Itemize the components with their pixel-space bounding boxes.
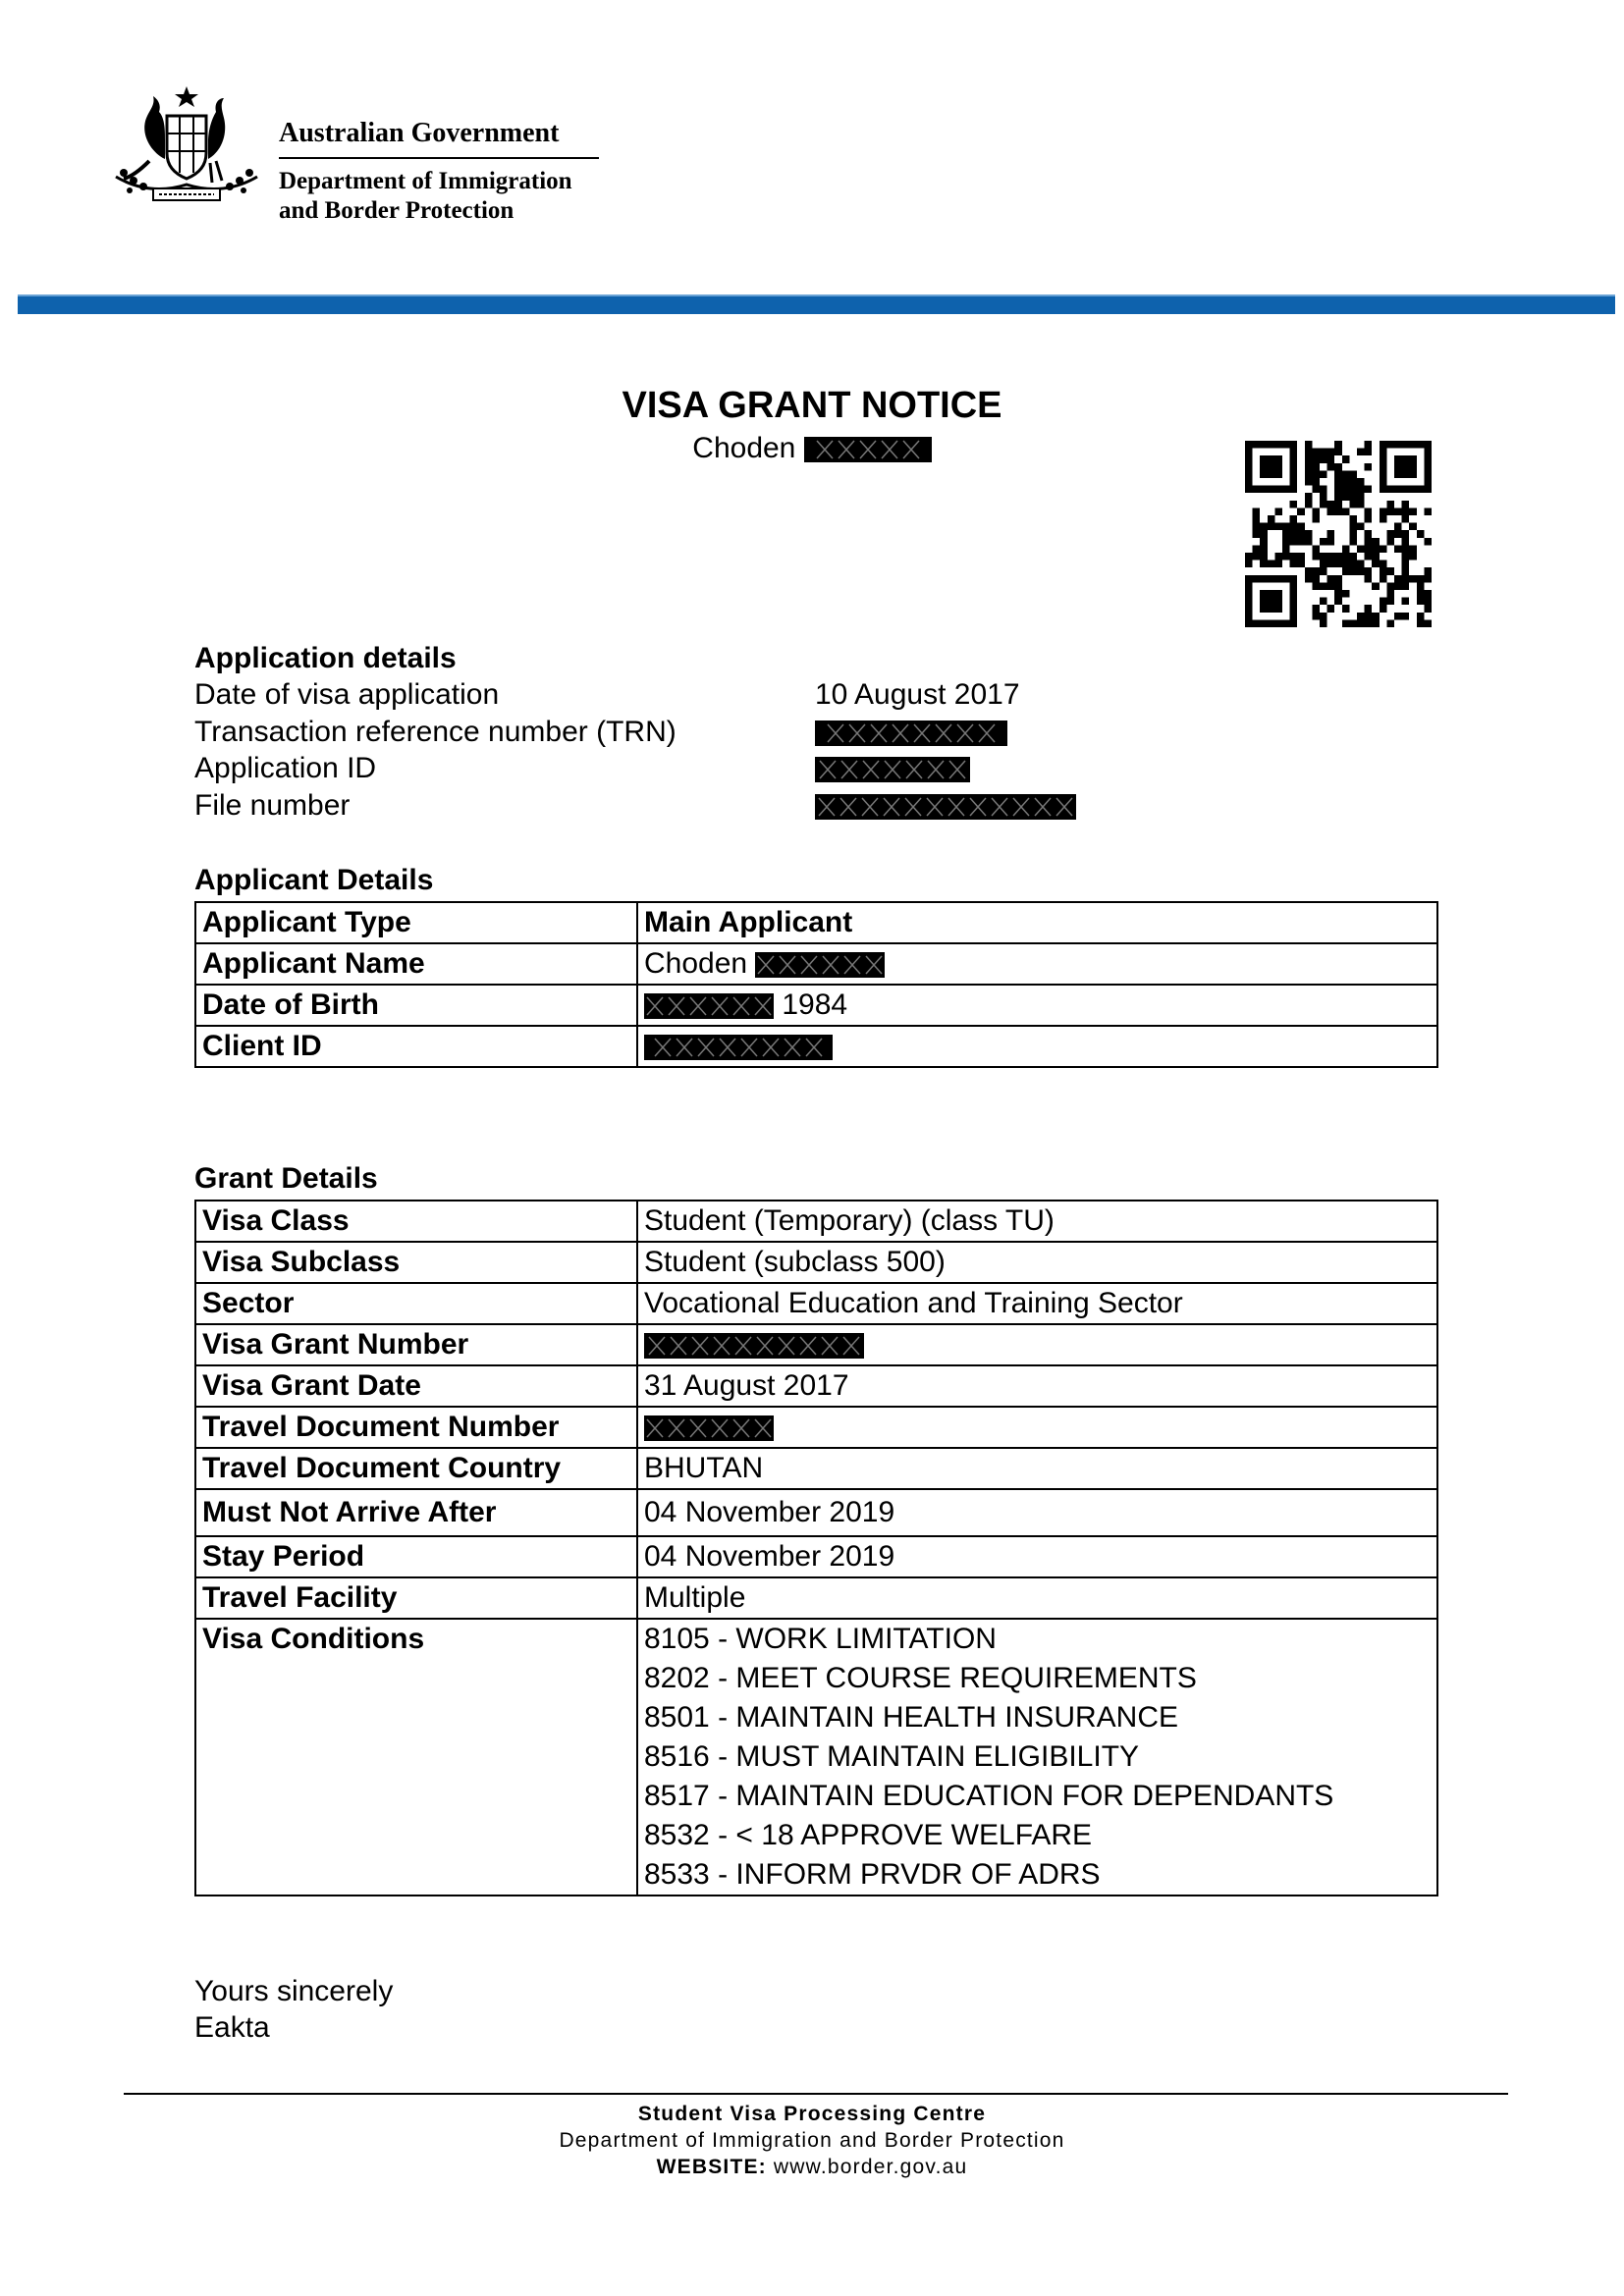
table-label: Must Not Arrive After — [195, 1489, 637, 1536]
footer-website-line — [0, 2154, 1624, 2180]
table-label: Visa Subclass — [195, 1242, 637, 1283]
table-value: 04 November 2019 — [637, 1489, 1437, 1536]
detail-value — [815, 751, 970, 786]
detail-value — [815, 715, 1007, 750]
detail-row — [194, 788, 1176, 826]
visa-condition: 8532 - < 18 APPROVE WELFARE — [644, 1819, 1093, 1851]
detail-row — [194, 677, 1176, 715]
application-details-heading: Application details — [194, 642, 457, 674]
table-label: Client ID — [195, 1026, 637, 1067]
table-value — [637, 1324, 1437, 1365]
redaction-block — [644, 1333, 864, 1359]
footer-department: Department of Immigration and Border Protection — [559, 2129, 1065, 2152]
closing-signatory: Eakta — [194, 2011, 270, 2044]
table-value — [637, 1407, 1437, 1448]
agency-line-1: Australian Government — [279, 118, 560, 148]
table-value: Student (Temporary) (class TU) — [637, 1201, 1437, 1242]
detail-row — [194, 715, 1176, 752]
table-value: Student (subclass 500) — [637, 1242, 1437, 1283]
closing-salutation: Yours sincerely — [194, 1975, 394, 2007]
header-bar — [18, 294, 1615, 314]
table-label: Applicant Type — [195, 902, 637, 943]
table-label: Date of Birth — [195, 985, 637, 1026]
table-row — [195, 1407, 1437, 1448]
footer-centre: Student Visa Processing Centre — [637, 2103, 987, 2125]
grant-details-table — [194, 1200, 1438, 1896]
table-value: 31 August 2017 — [637, 1365, 1437, 1407]
table-row — [195, 1242, 1437, 1283]
applicant-name-value: Choden — [644, 947, 748, 980]
table-value — [637, 985, 1437, 1026]
applicant-details-table — [194, 901, 1438, 1068]
footer-website-link[interactable]: www.border.gov.au — [773, 2156, 968, 2178]
detail-value — [815, 788, 1076, 824]
table-label: Visa Conditions — [195, 1619, 637, 1896]
page-title: VISA GRANT NOTICE — [622, 385, 1002, 426]
table-value: Main Applicant — [637, 902, 1437, 943]
table-row — [195, 1365, 1437, 1407]
table-row — [195, 985, 1437, 1026]
footer — [0, 2101, 1624, 2180]
qr-code-icon — [1245, 440, 1432, 628]
agency-rule — [279, 157, 599, 159]
visa-condition: 8516 - MUST MAINTAIN ELIGIBILITY — [644, 1740, 1140, 1773]
table-value — [637, 943, 1437, 985]
table-value — [637, 1026, 1437, 1067]
table-label: Visa Class — [195, 1201, 637, 1242]
table-label: Sector — [195, 1283, 637, 1324]
redaction-block — [755, 952, 885, 978]
table-row — [195, 1201, 1437, 1242]
table-row — [195, 1283, 1437, 1324]
table-row — [195, 1324, 1437, 1365]
detail-label: File number — [194, 788, 351, 822]
visa-condition: 8533 - INFORM PRVDR OF ADRS — [644, 1858, 1101, 1891]
table-row — [195, 1619, 1437, 1896]
closing — [194, 1973, 393, 2046]
redaction-block — [815, 757, 970, 782]
table-row — [195, 1026, 1437, 1067]
table-label: Travel Document Number — [195, 1407, 637, 1448]
agency-name — [279, 116, 599, 226]
table-label: Visa Grant Number — [195, 1324, 637, 1365]
detail-value: 10 August 2017 — [815, 678, 1020, 711]
agency-line-2: Department of Immigration — [279, 168, 572, 194]
detail-label: Date of visa application — [194, 678, 500, 711]
visa-condition: 8517 - MAINTAIN EDUCATION FOR DEPENDANTS — [644, 1780, 1334, 1812]
application-details — [194, 677, 1176, 825]
redaction-block — [644, 1035, 833, 1060]
table-label: Travel Facility — [195, 1577, 637, 1619]
agency-line-3: and Border Protection — [279, 197, 514, 224]
detail-label: Transaction reference number (TRN) — [194, 715, 677, 748]
table-value: BHUTAN — [637, 1448, 1437, 1489]
redaction-block — [815, 794, 1076, 820]
detail-row — [194, 751, 1176, 788]
table-row — [195, 1448, 1437, 1489]
visa-condition: 8105 - WORK LIMITATION — [644, 1623, 997, 1655]
redaction-block — [804, 437, 932, 462]
visa-condition: 8202 - MEET COURSE REQUIREMENTS — [644, 1662, 1197, 1694]
grant-details-heading: Grant Details — [194, 1162, 378, 1195]
footer-rule — [124, 2093, 1508, 2095]
visa-condition: 8501 - MAINTAIN HEALTH INSURANCE — [644, 1701, 1178, 1734]
table-row — [195, 902, 1437, 943]
applicant-first-name: Choden — [692, 432, 796, 464]
table-row — [195, 1489, 1437, 1536]
redaction-block — [815, 721, 1007, 746]
birth-year: 1984 — [782, 988, 848, 1021]
table-label: Travel Document Country — [195, 1448, 637, 1489]
table-value: Vocational Education and Training Sector — [637, 1283, 1437, 1324]
detail-label: Application ID — [194, 752, 377, 784]
redaction-block — [644, 1415, 774, 1441]
table-label: Stay Period — [195, 1536, 637, 1577]
table-row — [195, 943, 1437, 985]
coat-of-arms-icon — [110, 82, 263, 208]
table-value: Multiple — [637, 1577, 1437, 1619]
table-row — [195, 1577, 1437, 1619]
table-row — [195, 1536, 1437, 1577]
visa-conditions-list — [637, 1619, 1437, 1896]
table-value: 04 November 2019 — [637, 1536, 1437, 1577]
applicant-details-heading: Applicant Details — [194, 864, 434, 896]
table-label: Applicant Name — [195, 943, 637, 985]
table-label: Visa Grant Date — [195, 1365, 637, 1407]
footer-website-label: WEBSITE: — [656, 2156, 767, 2178]
redaction-block — [644, 993, 774, 1019]
